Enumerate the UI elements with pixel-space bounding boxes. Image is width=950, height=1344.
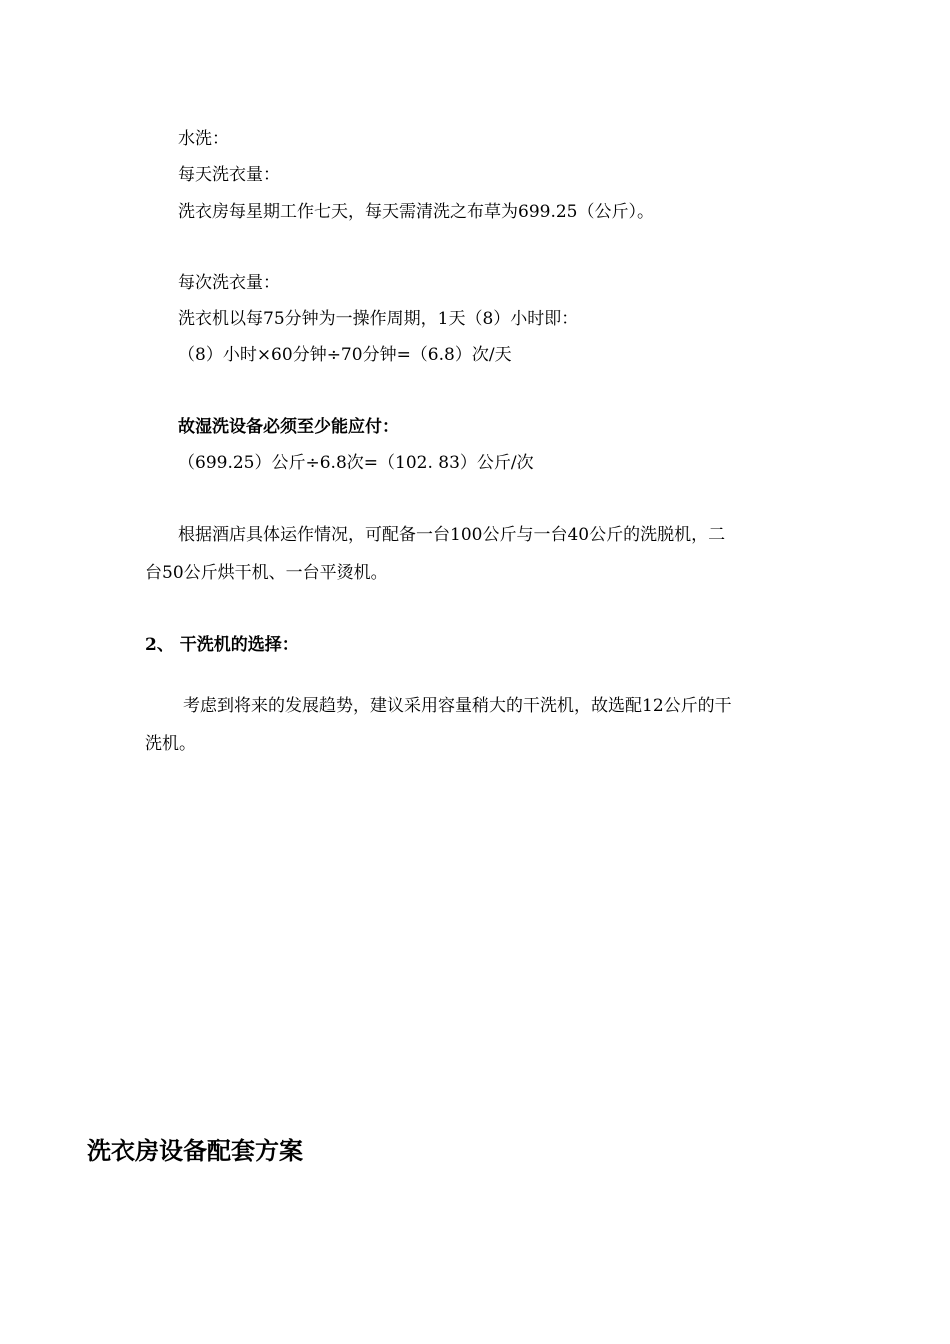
per-wash-label: 每次洗衣量： xyxy=(178,273,280,293)
cycle-calc: （8）小时×60分钟÷70分钟=（6.8）次/天 xyxy=(178,345,512,365)
daily-label: 每天洗衣量： xyxy=(178,165,280,185)
capacity-calc: （699.25）公斤÷6.8次=（102. 83）公斤/次 xyxy=(178,453,534,473)
dry-clean-line-2: 洗机。 xyxy=(145,734,196,754)
cycle-text: 洗衣机以每75分钟为一操作周期，1天（8）小时即： xyxy=(178,309,579,329)
dry-clean-title: 2、 干洗机的选择： xyxy=(145,635,299,655)
recommend-line-1: 根据酒店具体运作情况，可配备一台100公斤与一台40公斤的洗脱机，二 xyxy=(178,525,726,545)
recommend-line-2: 台50公斤烘干机、一台平烫机。 xyxy=(145,563,388,583)
capacity-label: 故湿洗设备必须至少能应付： xyxy=(178,417,399,437)
daily-text: 洗衣房每星期工作七天，每天需清洗之布草为699.25（公斤）。 xyxy=(178,202,654,222)
dry-clean-line-1: 考虑到将来的发展趋势，建议采用容量稍大的干洗机，故选配12公斤的干 xyxy=(183,696,732,716)
wash-title: 水洗： xyxy=(178,129,229,149)
section-heading: 洗衣房设备配套方案 xyxy=(87,1136,303,1165)
